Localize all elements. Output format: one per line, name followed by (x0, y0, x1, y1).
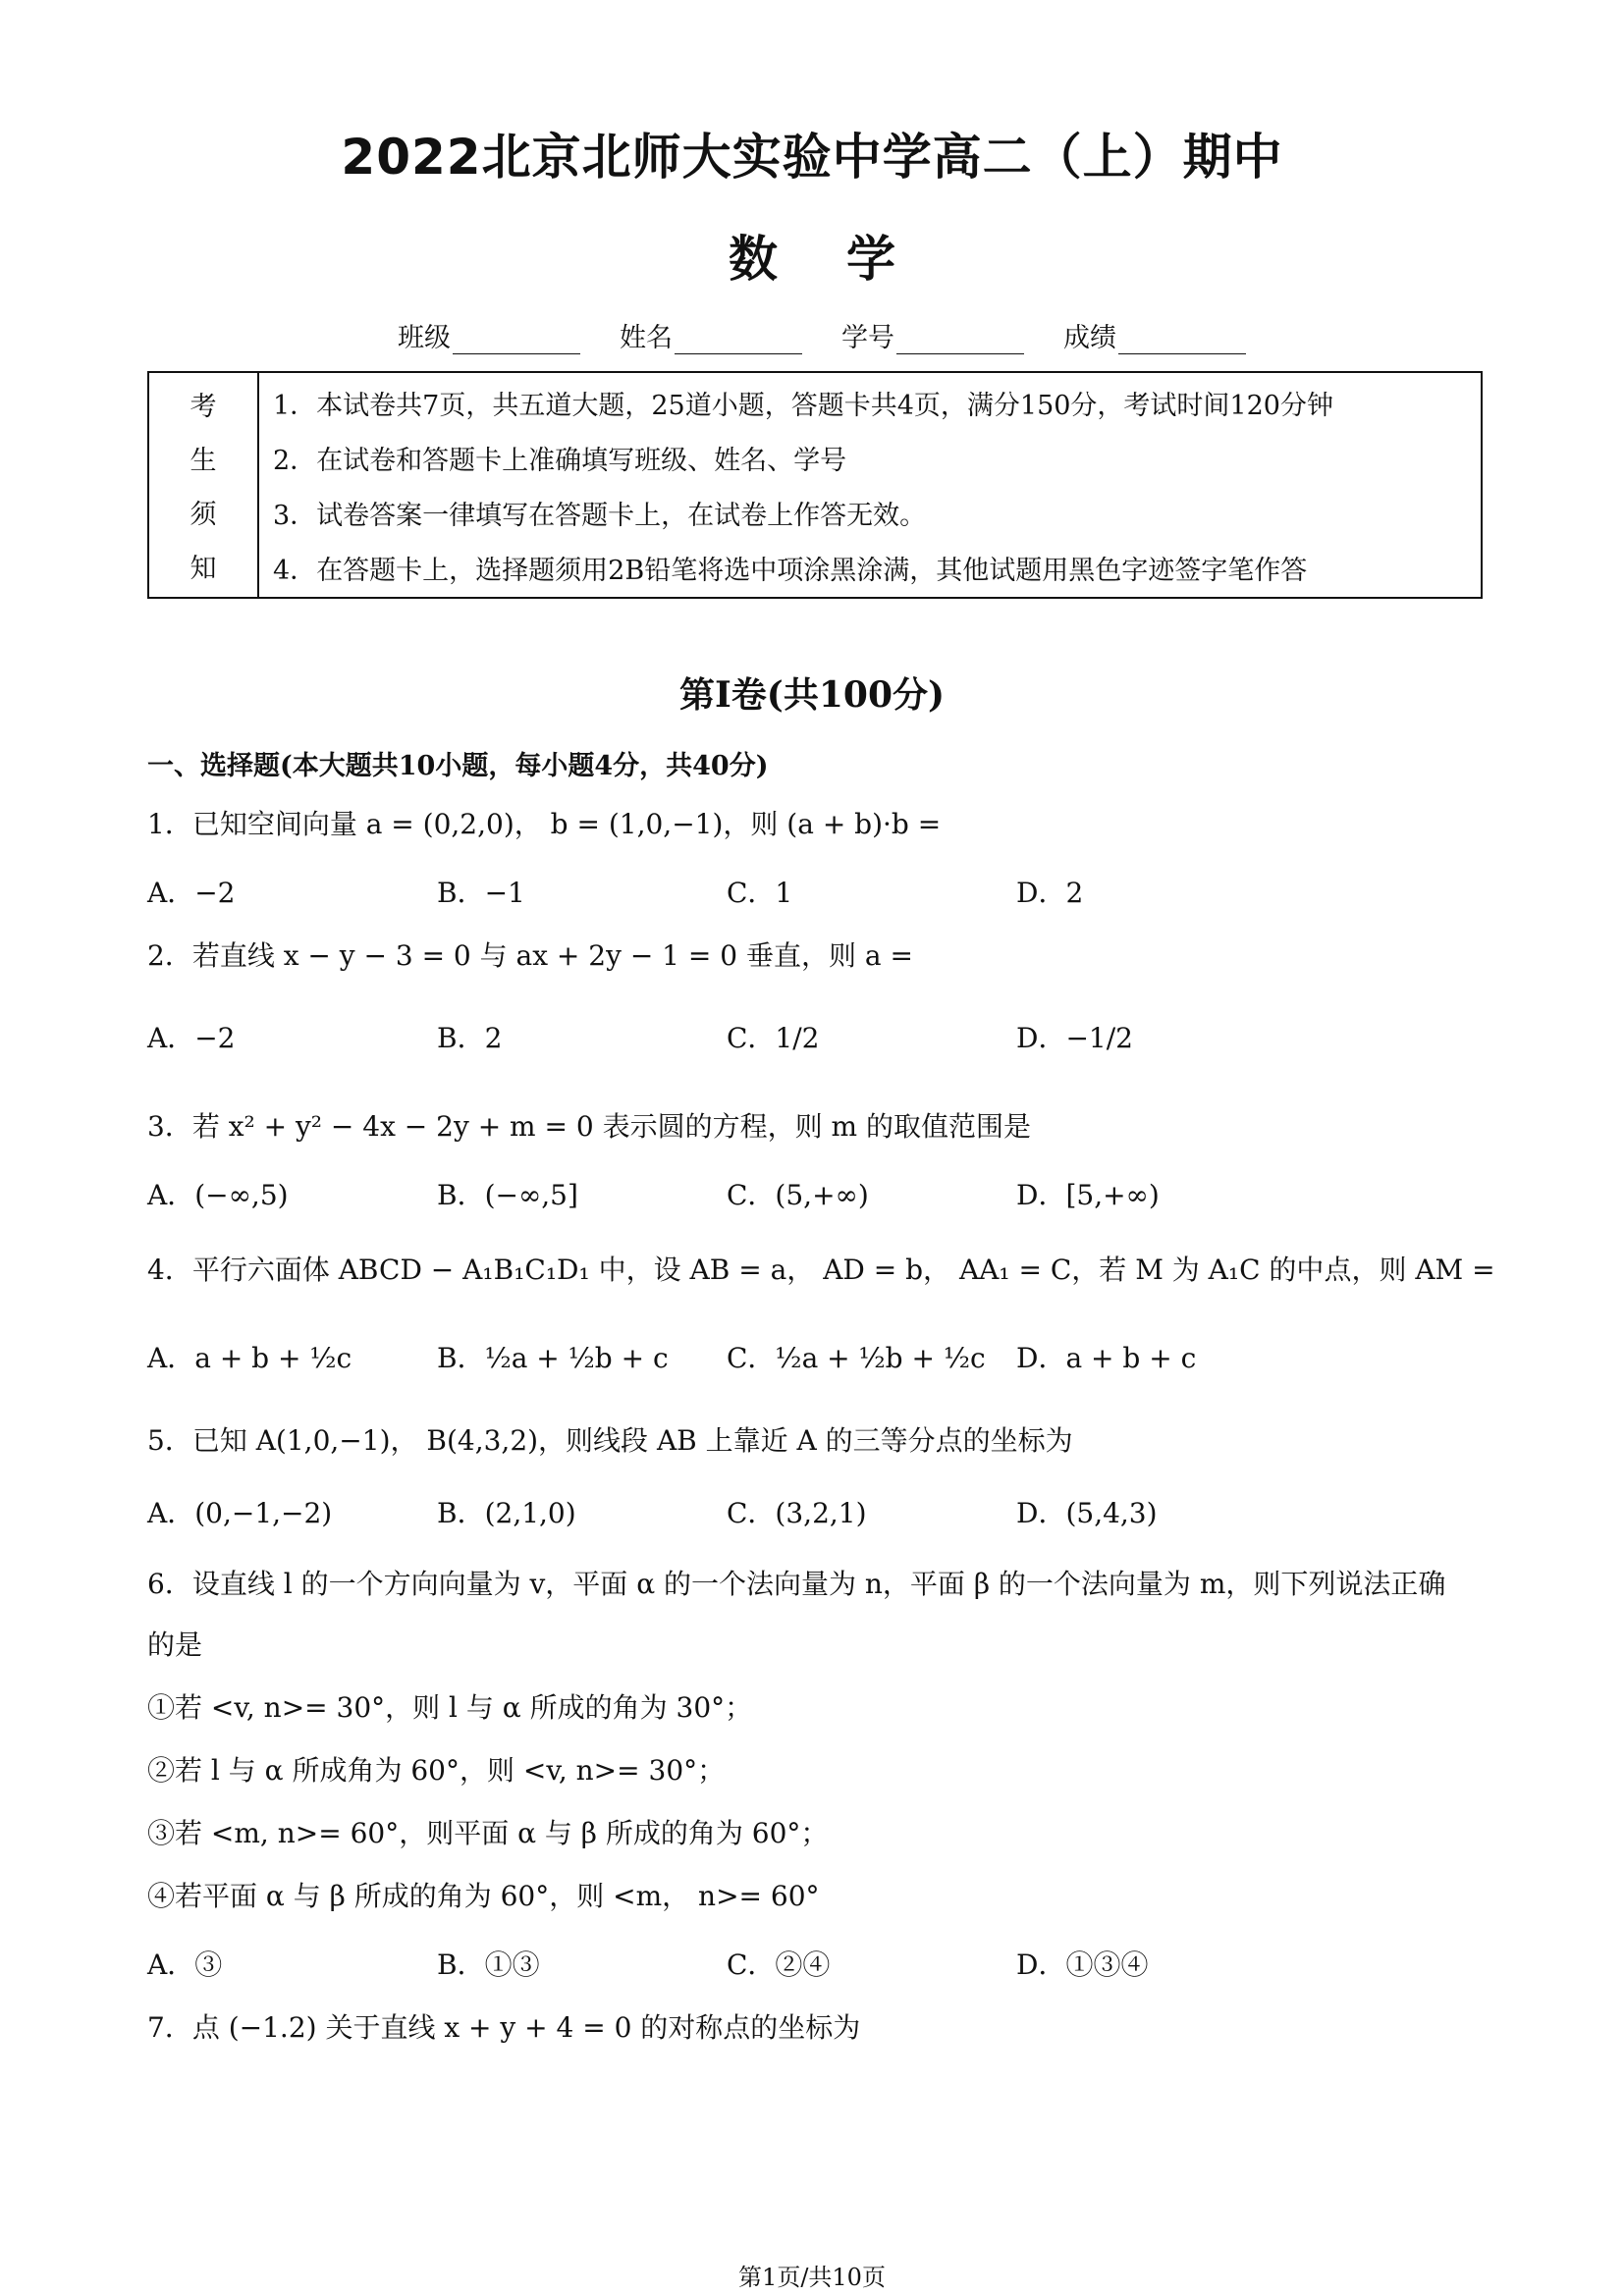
question-1-options (147, 872, 1424, 931)
question-6-statement-4: ④若平面 α 与 β 所成的角为 60°，则 <m， n>= 60° (147, 1880, 820, 1912)
notice-label-char: 考 (189, 392, 217, 422)
option-b: B．½a + ½b + c (437, 1342, 669, 1374)
question-7-stem: 7．点 (−1.2) 关于直线 x + y + 4 = 0 的对称点的坐标为 (147, 2011, 861, 2044)
option-c: C．1 (727, 877, 793, 909)
student-info-row (398, 316, 1285, 354)
option-b: B．①③ (437, 1949, 540, 1981)
option-a: A．a + b + ½c (147, 1342, 352, 1374)
option-a: A．−2 (147, 1022, 236, 1054)
option-b: B．−1 (437, 877, 525, 909)
question-5-options (147, 1492, 1424, 1551)
class-blank (453, 324, 580, 354)
option-b: B．2 (437, 1022, 503, 1054)
notice-item: 2．在试卷和答题卡上准确填写班级、姓名、学号 (273, 445, 847, 476)
score-label: 成绩 (1063, 323, 1116, 353)
option-a: A．③ (147, 1949, 223, 1981)
student-id-field (841, 316, 1024, 354)
question-3-stem: 3．若 x² + y² − 4x − 2y + m = 0 表示圆的方程，则 m 的取值范围是 (147, 1110, 1031, 1143)
question-6-statement-1: ①若 <v, n>= 30°，则 l 与 α 所成的角为 30°； (147, 1691, 753, 1724)
question-4-options (147, 1337, 1424, 1396)
option-c: C．½a + ½b + ½c (727, 1342, 986, 1374)
student-id-label: 学号 (841, 323, 894, 353)
notice-label-char: 须 (189, 500, 217, 530)
part-title: 一、选择题(本大题共10小题，每小题4分，共40分) (147, 751, 769, 781)
option-c: C．1/2 (727, 1022, 820, 1054)
option-a: A．(−∞,5) (147, 1179, 289, 1211)
question-5-stem: 5．已知 A(1,0,−1)， B(4,3,2)，则线段 AB 上靠近 A 的三等分点的坐标为 (147, 1424, 1073, 1457)
option-a: A．−2 (147, 877, 236, 909)
option-d: D．−1/2 (1016, 1022, 1133, 1054)
class-label: 班级 (398, 323, 451, 353)
score-field (1063, 316, 1246, 354)
name-blank (675, 324, 802, 354)
question-6-statement-2: ②若 l 与 α 所成角为 60°，则 <v, n>= 30°； (147, 1754, 726, 1787)
option-b: B．(2,1,0) (437, 1497, 576, 1529)
question-6-options (147, 1944, 1424, 2002)
exam-title: 2022北京北师大实验中学高二（上）期中 (341, 129, 1283, 186)
option-b: B．(−∞,5] (437, 1179, 578, 1211)
option-c: C．(3,2,1) (727, 1497, 867, 1529)
question-1-stem: 1．已知空间向量 a = (0,2,0)， b = (1,0,−1)，则 (a + b)·b = (147, 808, 942, 840)
section-title: 第I卷(共100分) (678, 674, 946, 716)
notice-item: 4．在答题卡上，选择题须用2B铅笔将选中项涂黑涂满，其他试题用黑色字迹签字笔作答 (273, 555, 1308, 586)
question-2-stem: 2．若直线 x − y − 3 = 0 与 ax + 2y − 1 = 0 垂直，则 a = (147, 939, 913, 972)
notice-label-char: 知 (189, 554, 217, 584)
subject-title: 数学 (729, 231, 964, 288)
notice-label-char: 生 (189, 446, 217, 476)
question-2-options (147, 1017, 1424, 1076)
score-blank (1118, 324, 1246, 354)
option-d: D．①③④ (1016, 1949, 1149, 1981)
notice-label (149, 373, 259, 597)
option-d: D．a + b + c (1016, 1342, 1197, 1374)
notice-item: 3．试卷答案一律填写在答题卡上，在试卷上作答无效。 (273, 500, 927, 531)
name-label: 姓名 (620, 323, 673, 353)
notice-items (259, 373, 1481, 597)
name-field (620, 316, 802, 354)
question-4-stem: 4．平行六面体 ABCD − A₁B₁C₁D₁ 中，设 AB = a， AD = b， AA₁ = C，若 M 为 A₁C 的中点，则 AM = (147, 1254, 1495, 1286)
page-footer: 第1页/共10页 (738, 2264, 886, 2291)
class-field (398, 316, 580, 354)
question-3-options (147, 1174, 1424, 1233)
option-d: D．[5,+∞) (1016, 1179, 1160, 1211)
option-d: D．(5,4,3) (1016, 1497, 1158, 1529)
option-d: D．2 (1016, 877, 1084, 909)
notice-item: 1．本试卷共7页，共五道大题，25道小题，答题卡共4页，满分150分，考试时间120分钟 (273, 390, 1333, 421)
student-id-blank (896, 324, 1024, 354)
notice-box (147, 371, 1483, 599)
question-6-statement-3: ③若 <m, n>= 60°，则平面 α 与 β 所成的角为 60°； (147, 1817, 829, 1849)
option-c: C．②④ (727, 1949, 831, 1981)
option-a: A．(0,−1,−2) (147, 1497, 333, 1529)
question-6-stem: 6．设直线 l 的一个方向向量为 v，平面 α 的一个法向量为 n，平面 β 的一个法向量为 m，则下列说法正确 (147, 1568, 1446, 1600)
option-c: C．(5,+∞) (727, 1179, 869, 1211)
question-6-stem-continued: 的是 (147, 1629, 203, 1661)
